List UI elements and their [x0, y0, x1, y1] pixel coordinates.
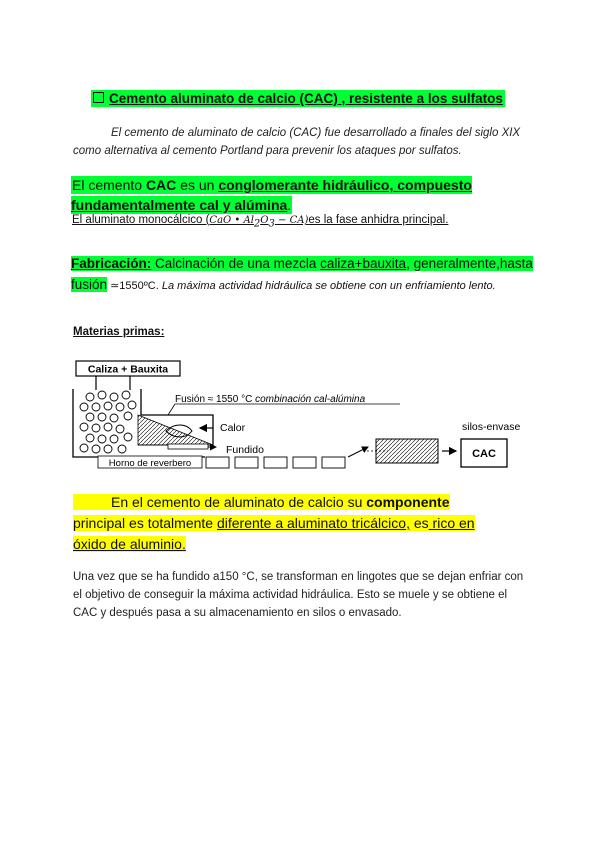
p2-e: es: [409, 515, 429, 531]
fab-t3: , generalmente,hasta fusión: [71, 256, 533, 292]
fab-temp: ≃1550ºC.: [107, 280, 162, 292]
formula-sub1: 2: [253, 218, 261, 230]
page-title: [91, 90, 505, 107]
melt-slope: [138, 415, 213, 445]
componente-paragraph: [73, 492, 493, 555]
def-cac: CAC: [145, 177, 177, 193]
calor-label: Calor: [220, 422, 246, 434]
def-conglomerante: conglomerante hidráulico, compuesto fundamentalmente cal y alúmina: [71, 177, 472, 213]
def-text-a: El cemento: [72, 177, 146, 193]
raw-material-circles: [80, 391, 136, 453]
p2-rico: rico en óxido de aluminio.: [73, 515, 475, 552]
aluminato-pre: El aluminato monocálcico (: [72, 214, 210, 226]
proceso-paragraph: Una vez que se ha fundido a150 °C, se transforman en lingotes que se dejan enfriar con el objetivo de conseguir la máxima actividad hidráulica. Esto se muele y se obtiene el CAC y después pasa a su almacenamiento en silos o envasado.: [73, 571, 524, 619]
ingots: [206, 457, 345, 468]
definition-paragraph: [71, 175, 491, 215]
p2-a: En el cemento de aluminato de calcio su: [111, 494, 367, 510]
silos-label: silos-envase: [462, 421, 521, 433]
fab-t1: Calcinación de una mezcla: [151, 256, 321, 271]
fabricacion-label: Fabricación:: [71, 256, 152, 271]
aluminato-line: [72, 214, 448, 229]
formula-ca: − CA): [274, 215, 309, 226]
cac-label: CAC: [472, 448, 496, 460]
p2-componente: componente: [366, 494, 450, 510]
mill: [376, 439, 438, 463]
intro-text: El cemento de aluminato de calcio (CAC) fue desarrollado a finales del siglo XIX como alternativa al cemento Portland para prevenir los ataques por sulfatos.: [73, 127, 521, 157]
def-text-c: es un: [176, 177, 219, 193]
caliza-label: Caliza + Bauxita: [87, 363, 169, 376]
formula: CaO • Al: [209, 215, 254, 226]
p2-c: principal es totalmente: [73, 515, 217, 531]
furnace-diagram: [68, 355, 538, 475]
fusion-label: Fusión ≈ 1550 °C combinación cal-alúmina: [175, 394, 366, 405]
def-period: .: [287, 197, 292, 213]
hopper: [96, 376, 130, 390]
aluminato-post: es la fase anhidra principal.: [308, 214, 449, 226]
fundido-label: Fundido: [226, 444, 264, 456]
checkbox-bullet-icon: [93, 92, 104, 103]
fabricacion-paragraph: [71, 253, 551, 297]
materias-primas-heading: Materias primas:: [73, 326, 165, 338]
fab-caliza-bauxita: caliza+bauxita: [320, 256, 407, 271]
horno-label: Horno de reverbero: [108, 458, 192, 469]
intro-paragraph: [73, 124, 533, 160]
formula-sub2: 3: [268, 218, 275, 230]
p2-diferente: diferente a aluminato tricálcico,: [216, 515, 410, 531]
title-text: Cemento aluminato de calcio (CAC) , resistente a los sulfatos: [109, 91, 503, 106]
formula-o: O: [260, 215, 269, 226]
fab-t5: La máxima actividad hidráulica se obtiene con un enfriamiento lento.: [161, 280, 496, 292]
